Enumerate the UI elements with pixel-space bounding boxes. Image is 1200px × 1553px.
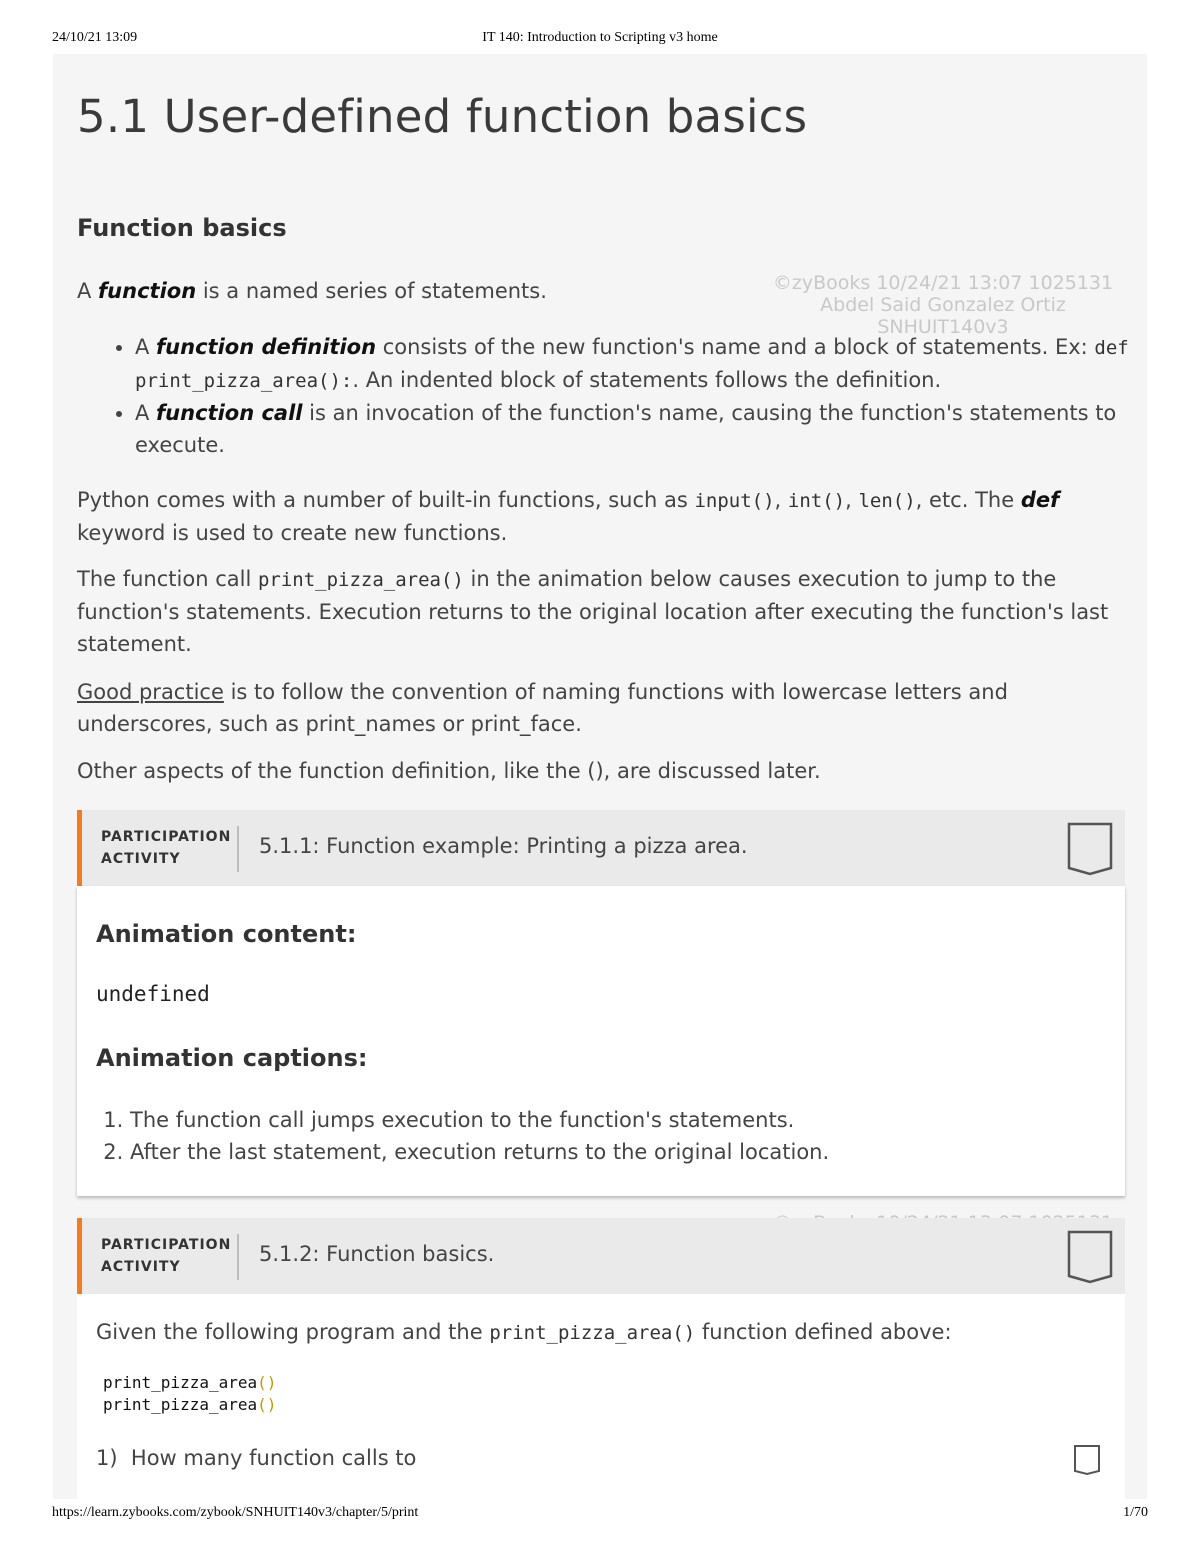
code-inline: int() [787,490,846,512]
practice-paragraph [77,676,1127,740]
checkbox-icon[interactable] [1067,822,1113,876]
animation-panel [77,886,1125,1196]
para-text: The function call [77,567,258,591]
builtin-paragraph [77,484,1127,549]
page-number: 1/70 [1123,1505,1148,1520]
list-text: is an invocation of the function's name, causing the function's statements to execute. [135,401,1117,457]
activity-title: 5.1.1: Function example: Printing a pizza area. [259,834,748,858]
code-text: print_pizza_area [103,1395,258,1414]
question-text: How many function calls to [130,1446,417,1470]
caption-item: 1. The function call jumps execution to the function's statements. [130,1104,1080,1136]
activity-label-line: PARTICIPATION [101,1237,232,1253]
definition-list [77,331,1135,461]
subsection-title: Function basics [77,214,287,242]
content-page [53,54,1147,1499]
captions-list [96,1104,1080,1168]
intro-text: A [77,279,99,303]
intro-text-rest: is a named series of statements. [196,279,547,303]
term-def: def [1020,488,1060,512]
code-inline: len() [858,490,916,512]
divider [237,826,239,872]
print-footer [0,1505,1200,1525]
code-line [103,1394,276,1416]
watermark-line: ©zyBooks 10/24/21 13:07 1025131 [772,272,1114,294]
caption-item: 2. After the last statement, execution returns to the original location. [130,1136,1080,1168]
list-text: . An indented block of statements follows the definition. [352,368,942,392]
question-item [96,1446,416,1470]
para-text: , etc. The [915,488,1021,512]
checkbox-icon[interactable] [1073,1444,1101,1476]
watermark-line: Abdel Said Gonzalez Ortiz [820,294,1066,316]
watermark-line: SNHUIT140v3 [877,316,1009,338]
divider [237,1234,239,1280]
activity-label-line: ACTIVITY [101,1259,181,1275]
call-paragraph [77,563,1127,660]
para-text: keyword is used to create new functions. [77,521,508,545]
checkbox-icon[interactable] [1067,1230,1113,1284]
term-function-call: function call [156,401,303,425]
activity-type-label [101,826,232,870]
list-text: consists of the new function's name and a block of statements. Ex: [376,335,1095,359]
good-practice-link[interactable]: Good practice [77,680,224,704]
question-number: 1) [96,1446,118,1470]
code-inline: def print_pizza_area(): [135,337,1129,392]
watermark [743,272,1143,338]
term-function-definition: function definition [156,335,377,359]
list-text: A [135,401,157,425]
animation-captions-heading: Animation captions: [96,1044,368,1072]
activity-label-line: PARTICIPATION [101,829,232,845]
para-text: Python comes with a number of built-in functions, such as [77,488,695,512]
code-text: print_pizza_area [103,1373,258,1392]
para-text: in the animation below causes execution to jump to the function's statements. Execution returns to the original location after executing the function's last statement. [77,567,1109,656]
question-text: Given the following program and the [96,1320,490,1344]
section-title: 5.1 User-defined function basics [77,90,808,143]
print-title: IT 140: Introduction to Scripting v3 home [482,30,718,45]
print-url: https://learn.zybooks.com/zybook/SNHUIT140v3/chapter/5/print [52,1505,419,1520]
list-item [135,397,1135,461]
code-inline: input() [694,490,775,512]
activity-label-line: ACTIVITY [101,851,181,867]
participation-activity-header [77,1218,1125,1294]
animation-content-value: undefined [96,982,210,1006]
code-line [103,1372,276,1394]
code-inline: print_pizza_area() [257,569,464,591]
code-paren: () [257,1395,277,1414]
code-inline: print_pizza_area() [489,1322,696,1344]
list-text: A [135,335,157,359]
para-text: is to follow the convention of naming functions with lowercase letters and underscores, such as print_names or print_face. [77,680,1008,736]
participation-activity-header [77,810,1125,886]
code-paren: () [257,1373,277,1392]
code-block [103,1372,276,1416]
activity-title: 5.1.2: Function basics. [259,1242,495,1266]
print-header [0,30,1200,50]
question-intro [96,1320,952,1344]
term-function: function [98,279,197,303]
question-text: function defined above: [695,1320,952,1344]
print-date: 24/10/21 13:09 [52,30,138,45]
list-item [135,331,1135,397]
para-text: , [845,488,859,512]
activity-type-label [101,1234,232,1278]
para-text: , [774,488,788,512]
animation-content-heading: Animation content: [96,920,357,948]
question-panel [77,1294,1125,1499]
other-paragraph: Other aspects of the function definition, like the (), are discussed later. [77,759,821,783]
